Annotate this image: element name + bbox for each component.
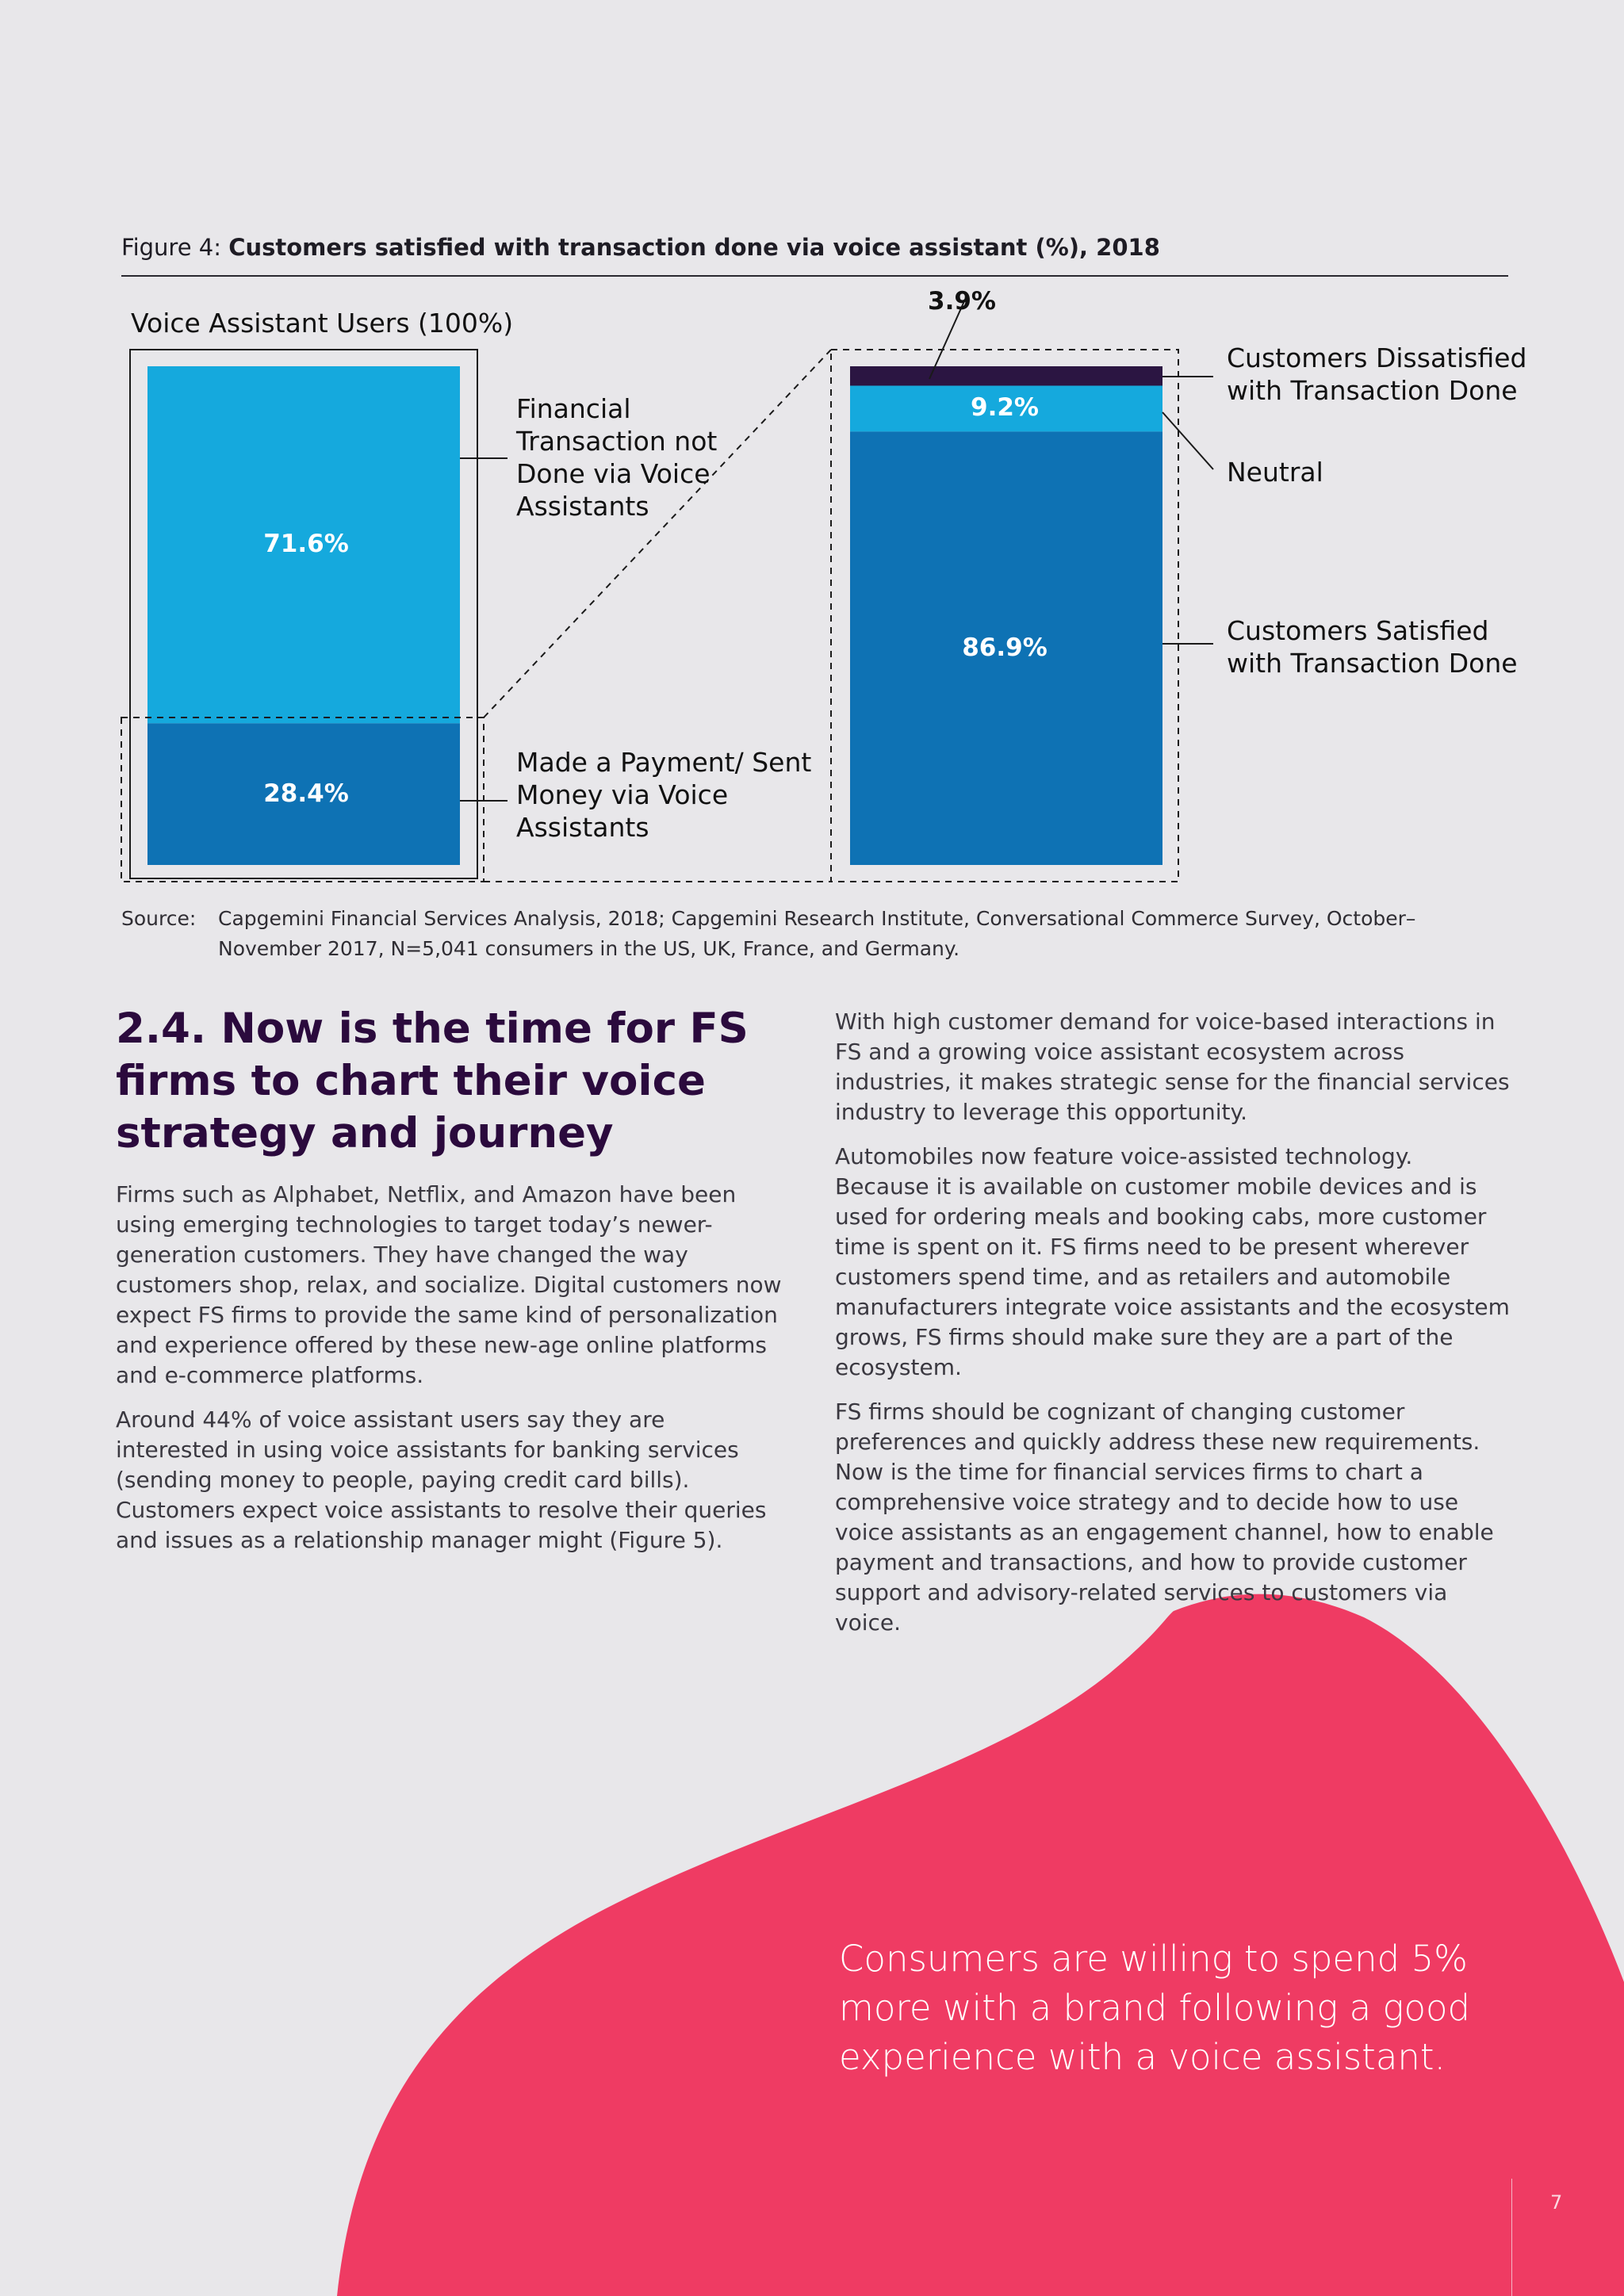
left-chart-title: Voice Assistant Users (100%) [131,308,514,339]
bar-segment-dissatisfied [850,366,1162,386]
figure-prefix: Figure 4: [121,234,229,261]
label-payment [516,746,811,844]
figure-source [121,904,1517,964]
label-dissatisfied [1227,342,1527,407]
stacked-bar-chart [0,0,1624,896]
paragraph: FS firms should be cognizant of changing customer preferences and quickly address these new requirements. Now is the time for financial services firms to chart a comprehensive voice strategy and to decide how to use voice assistants as an engagement channel, how to enable payment and transactions, and how to provide customer support and advisory-related services to customers via voice. [835,1399,1494,1636]
label-line: Money via Voice [516,779,729,810]
pull-quote: Consumers are willing to spend 5% more with a brand following a good experience with a voice assistant. [839,1938,1471,2078]
label-neutral: Neutral [1227,457,1323,488]
leader-neutral [1162,412,1213,469]
section-headline: 2.4. Now is the time for FS firms to chart their voice strategy and journey [116,1004,749,1158]
paragraph: Automobiles now feature voice-assisted technology. Because it is available on customer mobile devices and is used for ordering meals and booking cabs, more customer time is spent on it. FS firms need to be present wherever customers spend time, and as retailers and automobile manufacturers integrate voice assistants and the ecosystem grows, FS firms should make sure they are a part of the ecosystem. [835,1143,1510,1380]
right-stacked-bar [850,366,1162,865]
label-not-done [516,392,717,522]
label-line: Assistants [516,491,649,522]
value-label-neutral: 9.2% [971,393,1039,423]
figure-title-text: Customers satisfied with transaction done via voice assistant (%), 2018 [228,234,1160,261]
value-label-payment: 28.4% [263,779,349,808]
source-text: Capgemini Financial Services Analysis, 2018; Capgemini Research Institute, Conversational Commerce Survey, October–November 2017, N=5,041 consumers in the US, UK, France, and Germany. [218,907,1416,960]
value-label-satisfied: 86.9% [962,633,1048,662]
right-column [835,1007,1513,1652]
label-line: with Transaction Done [1227,375,1518,406]
value-label-not-done: 71.6% [263,530,349,559]
label-line: Customers Satisfied [1227,615,1489,646]
value-label-dissatisfied: 3.9% [928,287,996,316]
label-line: Financial [516,393,631,424]
source-label: Source: [121,907,197,930]
page-number: 7 [1550,2191,1563,2214]
label-line: Done via Voice [516,458,710,489]
paragraph: Around 44% of voice assistant users say they are interested in using voice assistants for banking services (sending money to people, paying credit card bills). Customers expect voice assistants to resolve their queries and issues as a relationship manager might (Figure 5). [116,1406,767,1553]
label-line: Customers Dissatisfied [1227,342,1527,373]
label-satisfied [1227,614,1518,679]
page-number-divider [1511,2179,1512,2296]
label-line: Assistants [516,812,649,843]
paragraph: With high customer demand for voice-based interactions in FS and a growing voice assistant ecosystem across industries, it makes strategic sense for the financial services industry to leverage this opportunity. [835,1008,1510,1125]
label-line: Transaction not [516,426,718,457]
label-line: Made a Payment/ Sent [516,747,812,778]
left-column [116,1180,782,1570]
paragraph: Firms such as Alphabet, Netflix, and Amazon have been using emerging technologies to target today’s newer-generation customers. They have changed the way customers shop, relax, and socialize. Digital customers now expect FS firms to provide the same kind of personalization and experience offered by these new-age online platforms and e-commerce platforms. [116,1181,782,1388]
label-line: with Transaction Done [1227,648,1518,679]
